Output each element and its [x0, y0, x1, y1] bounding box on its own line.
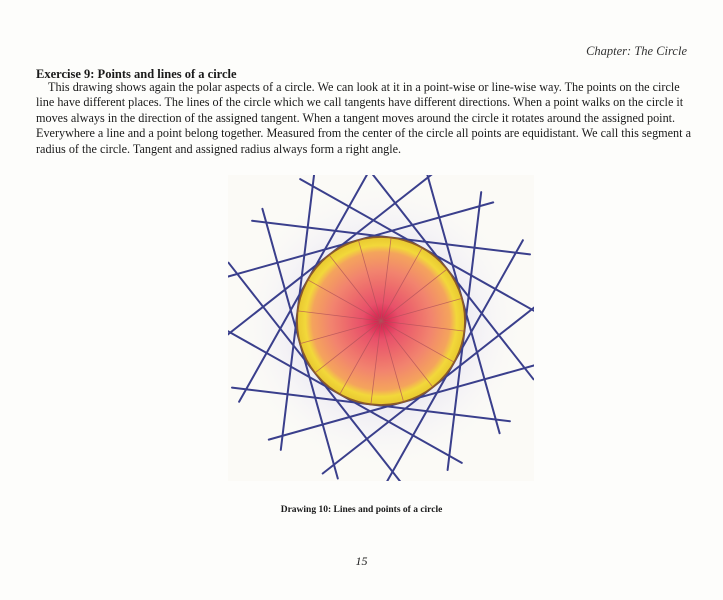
page-number: 15 — [355, 554, 368, 568]
circle-drawing — [228, 175, 534, 481]
exercise-body-text: This drawing shows again the polar aspects of a circle. We can look at it in a point-wise or line-wise way. The points on the circle line have different places. The lines of the circle which we call tangents have different directions. When a point walks on the circle it moves always in the direction of the assigned tangent. When a tangent moves around the circle it rotates around the assigned point. Everywhere a line and a point belong together. Measured from the center of the circle all points are equidistant. We call this segment a radius of the circle. Tangent and assigned radius always form a right angle. — [36, 80, 691, 156]
chapter-header: Chapter: The Circle — [586, 44, 687, 58]
exercise-title: Exercise 9: Points and lines of a circle — [36, 67, 237, 81]
figure-caption: Drawing 10: Lines and points of a circle — [280, 505, 443, 515]
